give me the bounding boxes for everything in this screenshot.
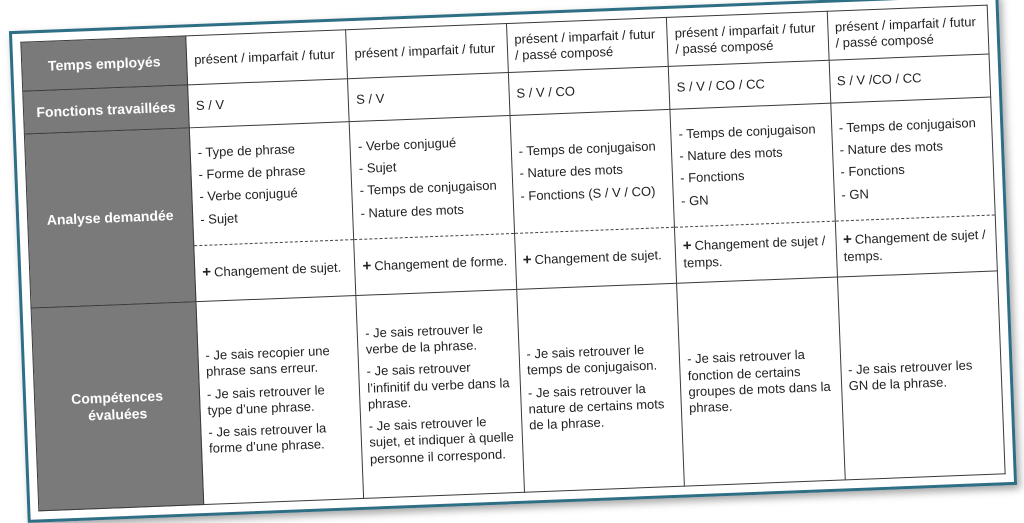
competence-item: - Je sais retrouver la nature de certains mots de la phrase. bbox=[527, 380, 665, 433]
analyse-item: - Fonctions bbox=[840, 162, 906, 180]
analyse-item: - Sujet bbox=[199, 210, 239, 227]
row-header-competences: Compétences évaluées bbox=[31, 301, 204, 511]
extra-text: Changement de sujet / temps. bbox=[683, 232, 826, 271]
analyse-item: - Temps de conjugaison bbox=[838, 115, 977, 136]
competence-item: - Je sais retrouver le verbe de la phrase. bbox=[364, 320, 484, 357]
analyse-item: - GN bbox=[841, 186, 870, 203]
cell-temps: présent / imparfait / futur / passé composé bbox=[667, 11, 829, 66]
cell-competences bbox=[196, 295, 364, 504]
analyse-item: - Nature des mots bbox=[519, 162, 624, 182]
cell-extra bbox=[354, 233, 516, 295]
cell-temps: présent / imparfait / futur bbox=[186, 30, 348, 85]
extra-text: Changement de sujet. bbox=[213, 259, 342, 280]
cell-fonctions: S / V /CO / CC bbox=[829, 54, 991, 103]
row-header-analyse: Analyse demandée bbox=[24, 128, 196, 308]
competence-item: - Je sais retrouver les GN de la phrase. bbox=[847, 356, 973, 393]
cell-competences bbox=[516, 283, 684, 492]
analyse-item: - Verbe conjugué bbox=[199, 185, 298, 205]
table-card-wrapper bbox=[9, 0, 1017, 523]
plus-icon: + bbox=[682, 236, 692, 255]
row-header-temps: Temps employés bbox=[21, 36, 188, 92]
cell-temps: présent / imparfait / futur / passé composé bbox=[827, 5, 989, 60]
extra-text: Changement de forme. bbox=[374, 253, 508, 274]
competence-item: - Je sais recopier une phrase sans erreur. bbox=[205, 343, 330, 380]
analyse-item: - Nature des mots bbox=[839, 138, 944, 158]
analyse-item: - Nature des mots bbox=[679, 144, 783, 164]
extra-text: Changement de sujet. bbox=[534, 247, 663, 267]
competence-item: - Je sais retrouver le sujet, et indiquer à quelle personne il correspond. bbox=[368, 414, 515, 467]
cell-analyse bbox=[670, 103, 835, 227]
analyse-item: - Forme de phrase bbox=[198, 163, 306, 183]
row-competences bbox=[31, 270, 1005, 510]
cell-competences bbox=[837, 270, 1005, 479]
analyse-item: - Fonctions (S / V / CO) bbox=[520, 183, 656, 204]
analyse-item: - GN bbox=[680, 192, 709, 209]
analyse-item: - Temps de conjugaison bbox=[359, 178, 497, 199]
cell-extra bbox=[835, 215, 997, 277]
competence-item: - Je sais retrouver la fonction de certains groupes de mots dans la phrase. bbox=[686, 347, 831, 416]
cell-extra bbox=[675, 221, 837, 283]
cell-fonctions: S / V / CO bbox=[508, 67, 670, 116]
cell-fonctions: S / V / CO / CC bbox=[668, 60, 830, 109]
cell-analyse bbox=[350, 116, 515, 240]
cell-extra bbox=[514, 227, 676, 289]
extra-text: Changement de sujet / temps. bbox=[843, 226, 986, 265]
analyse-item: - Type de phrase bbox=[197, 141, 296, 160]
competence-item: - Je sais retrouver l’infinitif du verbe dans la phrase. bbox=[366, 359, 510, 412]
row-header-fonctions: Fonctions travaillées bbox=[23, 85, 190, 134]
analyse-item: - Temps de conjugaison bbox=[518, 138, 656, 159]
table-card bbox=[9, 0, 1017, 523]
plus-icon: + bbox=[842, 230, 853, 248]
analyse-item: - Nature des mots bbox=[360, 201, 465, 221]
cell-competences bbox=[356, 289, 524, 498]
cell-analyse bbox=[510, 109, 675, 233]
competence-item: - Je sais retrouver le type d’une phrase. bbox=[206, 381, 325, 418]
cell-competences bbox=[677, 277, 845, 486]
competence-item: - Je sais retrouver la forme d’une phrase. bbox=[208, 420, 327, 457]
cell-fonctions: S / V bbox=[348, 73, 510, 122]
cell-analyse bbox=[830, 97, 995, 221]
competence-item: - Je sais retrouver le temps de conjugaison. bbox=[526, 342, 658, 378]
plus-icon: + bbox=[362, 257, 372, 275]
progression-table bbox=[20, 5, 1005, 512]
analyse-item: - Verbe conjugué bbox=[357, 135, 457, 154]
plus-icon: + bbox=[201, 263, 212, 281]
analyse-item: - Temps de conjugaison bbox=[678, 121, 816, 142]
cell-analyse bbox=[189, 122, 354, 246]
analyse-item: - Fonctions bbox=[679, 168, 745, 186]
cell-temps: présent / imparfait / futur / passé composé bbox=[506, 17, 668, 72]
plus-icon: + bbox=[522, 251, 532, 269]
cell-extra bbox=[194, 239, 356, 301]
analyse-item: - Sujet bbox=[358, 159, 397, 177]
cell-temps: présent / imparfait / futur bbox=[346, 24, 508, 79]
cell-fonctions: S / V bbox=[188, 79, 350, 128]
